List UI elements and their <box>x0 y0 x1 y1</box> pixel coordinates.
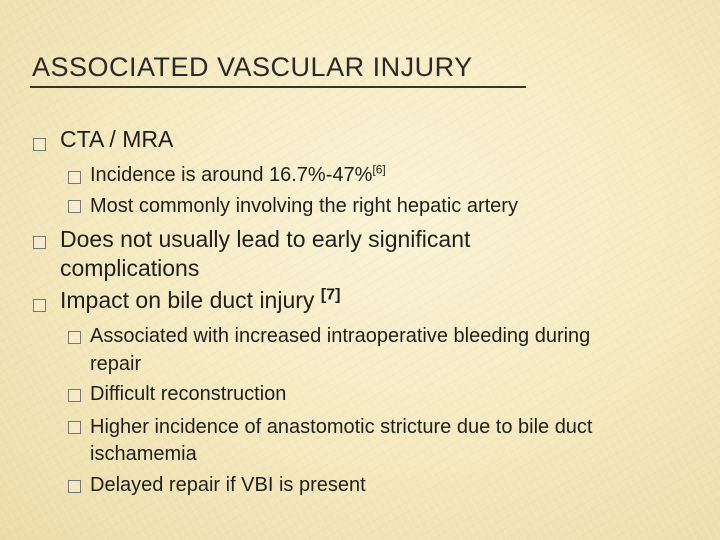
title-underline <box>30 86 526 88</box>
bullet-most-common: Most commonly involving the right hepatic artery <box>90 195 518 217</box>
bullet-square-icon <box>33 236 46 249</box>
bullet-square-icon <box>68 171 81 184</box>
bullet-assoc-line1: Associated with increased intraoperative bleeding during <box>90 325 591 347</box>
bullet-square-icon <box>33 299 46 312</box>
citation-7: [7] <box>320 285 341 304</box>
bullet-incidence: Incidence is around 16.7%-47%[6] <box>90 162 386 186</box>
bullet-assoc-line2: repair <box>90 353 142 375</box>
bullet-square-icon <box>68 389 81 402</box>
bullet-higher-line2: ischamemia <box>90 443 197 465</box>
bullet-no-early-line2: complications <box>60 255 200 281</box>
bullet-higher-line1: Higher incidence of anastomotic stricture due to bile duct <box>90 416 593 438</box>
bullet-square-icon <box>68 200 81 213</box>
bullet-cta-mra: CTA / MRA <box>60 126 174 152</box>
bullet-square-icon <box>68 421 81 434</box>
bullet-square-icon <box>68 331 81 344</box>
slide-title: ASSOCIATED VASCULAR INJURY <box>32 52 473 82</box>
bullet-square-icon <box>33 138 46 151</box>
bullet-square-icon <box>68 480 81 493</box>
bullet-delayed: Delayed repair if VBI is present <box>90 474 366 496</box>
bullet-impact: Impact on bile duct injury [7] <box>60 285 341 313</box>
bullet-no-early-line1: Does not usually lead to early significant <box>60 226 471 252</box>
citation-6: [6] <box>372 162 386 177</box>
bullet-difficult: Difficult reconstruction <box>90 383 287 405</box>
